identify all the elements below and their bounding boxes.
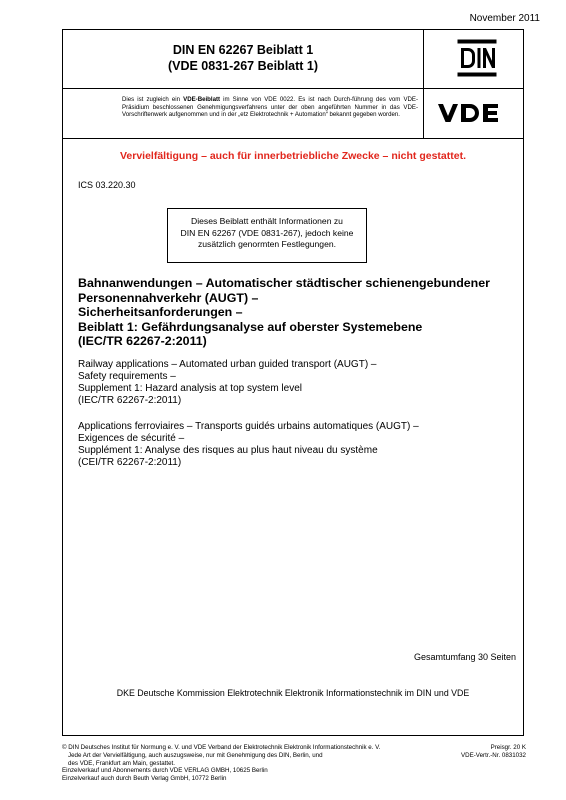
info-box — [167, 208, 367, 263]
dke-line: DKE Deutsche Kommission Elektrotechnik Elektronik Informationstechnik im DIN und VDE — [116, 688, 470, 698]
vde-number: (VDE 0831-267 Beiblatt 1) — [167, 59, 319, 73]
footer-price — [461, 744, 526, 760]
vde-note-text: Dies ist zugleich ein VDE-Beiblatt im Sinne von VDE 0022. Es ist nach Durch-führung des vom VDE-Präsidium beschlossenen Genehmigungsverfahrens unter der oben angeführten Nummer in das VDE-Vorschriftenwerk aufgenommen und in der „etz Elektrotechnik + Automation“ bekannt gegeben worden. — [122, 96, 419, 119]
vde-order-number: VDE-Vertr.-Nr. 0831032 — [461, 751, 526, 759]
din-logo-box — [424, 29, 524, 89]
din-logo-icon — [457, 39, 497, 77]
publication-date: November 2011 — [469, 13, 540, 24]
footer-copyright: © DIN Deutsches Institut für Normung e. V. und VDE Verband der Elektrotechnik Elektronik Informationstechnik e. V. Jede Art der Vervielfältigung, auch auszugsweise, nur mit Genehmigung des DIN, Berlin, und des VDE, Frankfurt am Main, gestattet. Einzelverkauf und Abonnements durch VDE VERLAG GMBH, 10625 Berlin Einzelverkauf auch durch Beuth Verlag GmbH, 10772 Berlin — [62, 744, 381, 783]
title-french: Applications ferroviaires – Transports guidés urbains automatiques (AUGT) – Exigences de sécurité – Supplément 1: Analyse des risques au plus haut niveau du système (CEI/TR 62267-2:2011) — [78, 421, 419, 468]
title-english: Railway applications – Automated urban guided transport (AUGT) – Safety requirements – Supplement 1: Hazard analysis at top system level (IEC/TR 62267-2:2011) — [78, 359, 377, 406]
info-box-line: DIN EN 62267 (VDE 0831-267), jedoch keine — [180, 227, 354, 238]
vde-logo-box — [424, 89, 524, 139]
info-box-line: zusätzlich genormten Festlegungen. — [197, 239, 337, 249]
vde-logo-icon — [438, 103, 508, 123]
title-german: Bahnanwendungen – Automatischer städtischer schienengebundener Personennahverkehr (AUGT) – Sicherheitsanforderungen – Beiblatt 1: Gefährdungsanalyse auf oberster Systemebene (IEC/TR 62267-2:2011) — [78, 276, 490, 348]
price-group: Preisgr. 20 K — [490, 744, 526, 751]
vde-note-box — [62, 89, 424, 139]
document-number: DIN EN 62267 Beiblatt 1 — [172, 43, 314, 57]
total-pages: Gesamtumfang 30 Seiten — [413, 652, 516, 662]
info-box-line: Dieses Beiblatt enthält Informationen zu — [191, 216, 343, 226]
copy-warning: Vervielfältigung – auch für innerbetriebliche Zwecke – nicht gestattet. — [119, 150, 466, 162]
ics-code: ICS 03.220.30 — [78, 180, 136, 190]
header-title-box — [62, 29, 424, 89]
